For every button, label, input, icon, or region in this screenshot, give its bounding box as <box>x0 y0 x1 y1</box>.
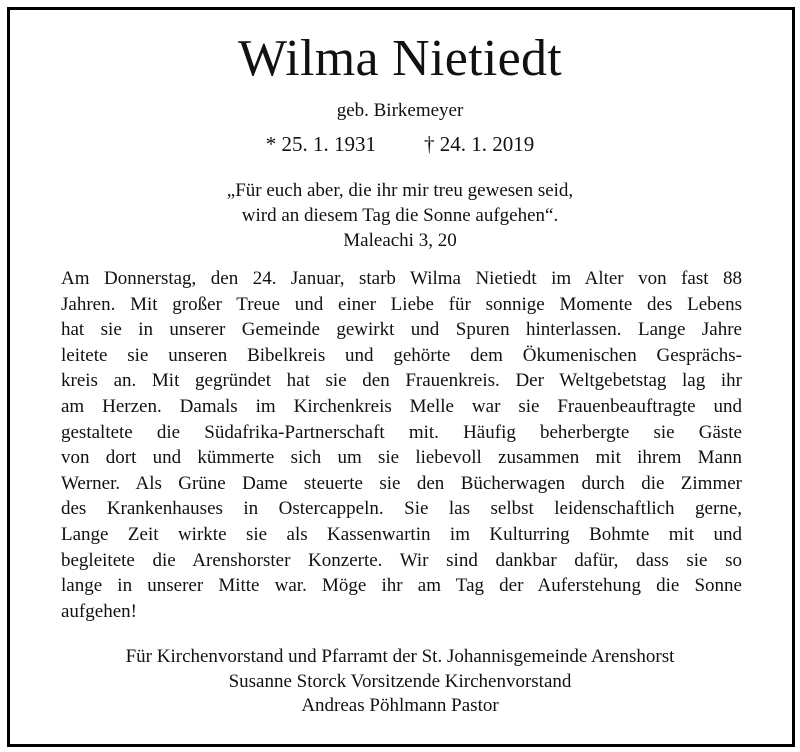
signatories <box>0 645 800 719</box>
quote-line: „Für euch aber, die ihr mir treu gewesen seid, <box>226 180 574 201</box>
birth-date: * 25. 1. 1931 <box>265 132 376 156</box>
death-date: † 24. 1. 2019 <box>424 132 535 156</box>
bible-quote <box>0 178 800 253</box>
text-line: Am Donnerstag, den 24. Januar, starb Wilma Nietiedt im Alter von fast 88 <box>61 268 742 289</box>
life-dates <box>0 130 800 158</box>
text-line: des Krankenhauses in Ostercappeln. Sie las selbst leidenschaftlich gerne, <box>61 498 742 520</box>
text-line: leitete sie unseren Bibelkreis und gehörte dem Ökumenischen Gesprächs- <box>61 344 742 366</box>
birth-name: geb. Birkemeyer <box>336 100 464 121</box>
text-line: begleitete die Arenshorster Konzerte. Wir sind dankbar dafür, dass sie so <box>61 549 742 571</box>
text-line: am Herzen. Damals im Kirchenkreis Melle war sie Frauenbeauftragte und <box>61 395 742 417</box>
signatory-line: Für Kirchenvorstand und Pfarramt der St. Johannisgemeinde Arenshorst <box>125 646 675 667</box>
obituary-text <box>61 266 742 624</box>
text-line: Jahren. Mit großer Treue und einer Liebe für sonnige Momente des Lebens <box>61 293 742 315</box>
text-line: von dort und kümmerte sich um sie liebevoll zusammen mit ihrem Mann <box>61 447 742 469</box>
text-line: aufgehen! <box>61 600 137 622</box>
text-line: Werner. Als Grüne Dame steuerte sie den Bücherwagen durch die Zimmer <box>61 472 742 494</box>
text-line: kreis an. Mit gegründet hat sie den Frauenkreis. Der Weltgebetstag lag ihr <box>61 370 742 392</box>
text-line: hat sie in unserer Gemeinde gewirkt und Spuren hinterlassen. Lange Jahre <box>61 319 742 341</box>
text-line: Lange Zeit wirkte sie als Kassenwartin im Kulturring Bohmte mit und <box>61 523 742 545</box>
signatory-line: Susanne Storck Vorsitzende Kirchenvorstand <box>228 670 572 692</box>
text-line: lange in unserer Mitte war. Möge ihr am Tag der Auferstehung die Sonne <box>61 575 742 597</box>
deceased-name: Wilma Nietiedt <box>237 30 563 87</box>
text-line: gestaltete die Südafrika-Partnerschaft mit. Häufig beherbergte sie Gäste <box>61 421 742 443</box>
quote-reference: Maleachi 3, 20 <box>343 230 457 251</box>
signatory-line: Andreas Pöhlmann Pastor <box>301 695 499 716</box>
quote-line: wird an diesem Tag die Sonne aufgehen“. <box>241 205 559 226</box>
